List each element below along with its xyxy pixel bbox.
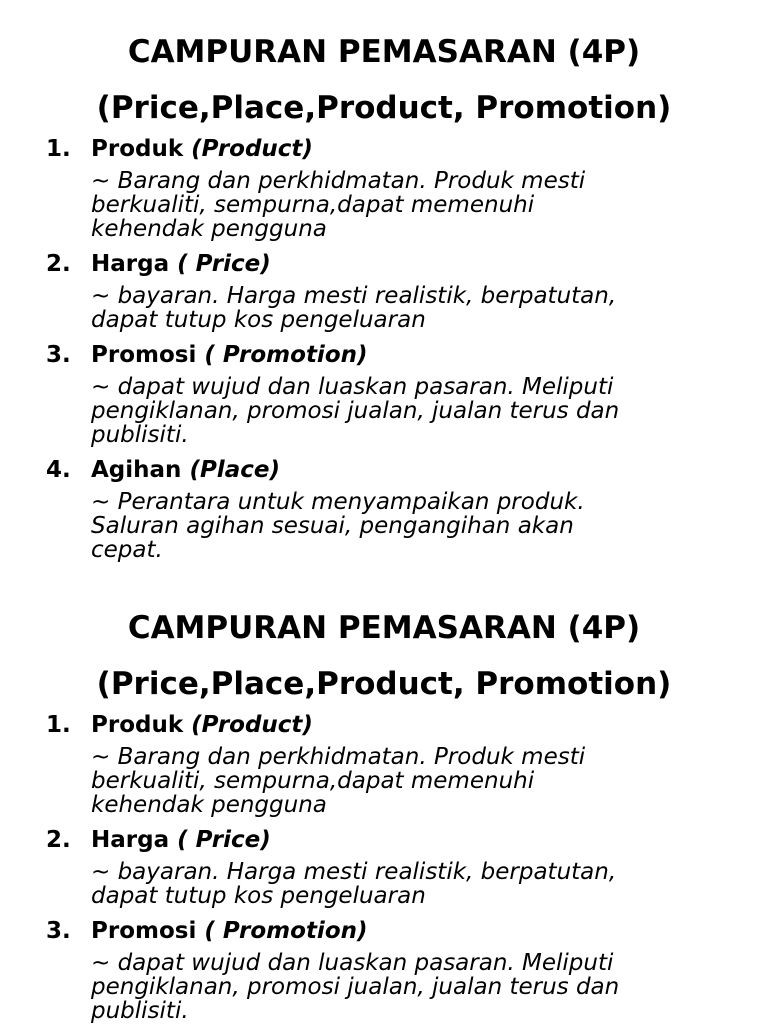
item-description	[91, 949, 751, 1024]
description-line: kehendak pengguna	[91, 792, 327, 818]
item-heading-text	[91, 248, 271, 280]
item-list	[0, 133, 768, 569]
item-heading	[0, 339, 768, 373]
description-line: ~ bayaran. Harga mesti realistik, berpatutan,	[91, 283, 617, 309]
item-number: 1.	[46, 712, 71, 738]
item-heading	[0, 709, 768, 743]
item-list	[0, 709, 768, 1024]
item-heading	[0, 133, 768, 167]
item-label: Harga	[91, 827, 170, 853]
item-heading	[0, 915, 768, 949]
item-heading-text	[91, 824, 271, 856]
description-line: cepat.	[91, 537, 163, 563]
list-item-agihan	[0, 454, 768, 569]
item-english-label: (Place)	[189, 457, 280, 483]
description-line: kehendak pengguna	[91, 216, 327, 242]
slide-title-line-1: CAMPURAN PEMASARAN (4P)	[127, 610, 641, 646]
item-heading-text	[91, 339, 368, 371]
item-english-label: (Product)	[191, 712, 313, 738]
item-description	[91, 167, 751, 248]
item-description	[91, 488, 751, 569]
item-english-label: ( Promotion)	[204, 342, 368, 368]
item-label: Promosi	[91, 918, 197, 944]
item-label: Produk	[91, 712, 184, 738]
description-line: ~ Barang dan perkhidmatan. Produk mesti	[91, 168, 586, 194]
item-heading-text	[91, 454, 280, 486]
item-english-label: ( Price)	[177, 827, 271, 853]
item-number: 2.	[46, 251, 71, 277]
item-heading	[0, 248, 768, 282]
description-line: pengiklanan, promosi jualan, jualan terus dan	[91, 398, 620, 424]
description-line: berkualiti, sempurna,dapat memenuhi	[91, 192, 535, 218]
slide-title	[0, 600, 768, 712]
slide-title	[0, 24, 768, 136]
description-line: ~ Perantara untuk menyampaikan produk.	[91, 489, 585, 515]
item-label: Harga	[91, 251, 170, 277]
item-label: Promosi	[91, 342, 197, 368]
description-line: berkualiti, sempurna,dapat memenuhi	[91, 768, 535, 794]
description-line: Saluran agihan sesuai, pengangihan akan	[91, 513, 574, 539]
description-line: pengiklanan, promosi jualan, jualan terus dan	[91, 974, 620, 1000]
item-label: Agihan	[91, 457, 182, 483]
item-heading	[0, 454, 768, 488]
item-description	[91, 282, 751, 339]
item-english-label: ( Promotion)	[204, 918, 368, 944]
list-item-harga	[0, 824, 768, 915]
item-number: 2.	[46, 827, 71, 853]
item-heading	[0, 824, 768, 858]
item-number: 1.	[46, 136, 71, 162]
item-description	[91, 743, 751, 824]
item-english-label: ( Price)	[177, 251, 271, 277]
item-label: Produk	[91, 136, 184, 162]
description-line: ~ Barang dan perkhidmatan. Produk mesti	[91, 744, 586, 770]
item-number: 4.	[46, 457, 71, 483]
slide-title-line-2: (Price,Place,Product, Promotion)	[96, 666, 672, 702]
slide-title-line-2: (Price,Place,Product, Promotion)	[96, 90, 672, 126]
item-heading-text	[91, 915, 368, 947]
description-line: publisiti.	[91, 998, 189, 1024]
list-item-produk	[0, 133, 768, 248]
item-english-label: (Product)	[191, 136, 313, 162]
slide-title-line-1: CAMPURAN PEMASARAN (4P)	[127, 34, 641, 70]
item-description	[91, 858, 751, 915]
description-line: publisiti.	[91, 422, 189, 448]
description-line: dapat tutup kos pengeluaran	[91, 307, 426, 333]
list-item-promosi	[0, 915, 768, 1024]
list-item-promosi	[0, 339, 768, 454]
item-description	[91, 373, 751, 454]
description-line: dapat tutup kos pengeluaran	[91, 883, 426, 909]
description-line: ~ dapat wujud dan luaskan pasaran. Meliputi	[91, 950, 614, 976]
item-heading-text	[91, 709, 313, 741]
item-number: 3.	[46, 918, 71, 944]
description-line: ~ dapat wujud dan luaskan pasaran. Meliputi	[91, 374, 614, 400]
item-heading-text	[91, 133, 313, 165]
list-item-harga	[0, 248, 768, 339]
slide-2	[0, 576, 768, 1024]
item-number: 3.	[46, 342, 71, 368]
description-line: ~ bayaran. Harga mesti realistik, berpatutan,	[91, 859, 617, 885]
list-item-produk	[0, 709, 768, 824]
